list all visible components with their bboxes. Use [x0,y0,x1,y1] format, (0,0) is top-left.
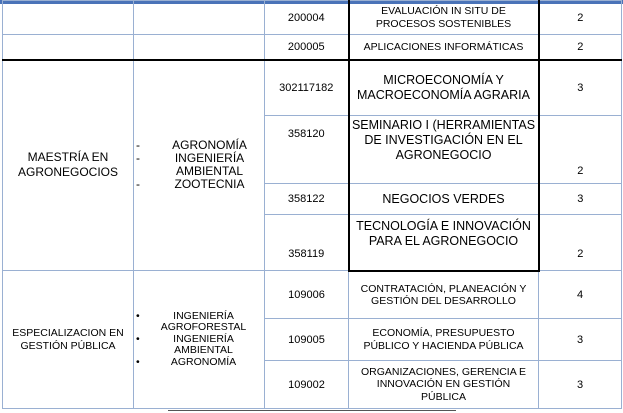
curriculum-table [2,0,622,409]
area-label: AGRONOMÍA [172,137,247,152]
bullet-marker: • [136,309,140,322]
program-name [3,60,134,271]
table-row [3,271,622,319]
course-code: 109002 [265,361,349,409]
dash-marker: - [136,151,140,166]
course-name-text: SEMINARIO I (HERRAMIENTAS DE INVESTIGACIÓN EN EL AGRONEGOCIO [351,118,536,162]
course-credits: 2 [539,1,622,35]
area-label: INGENIERÍA AMBIENTAL [173,332,234,357]
course-name [349,319,539,361]
course-name-text: TECNOLOGÍA E INNOVACIÓN PARA EL AGRONEGOCIO [356,219,531,248]
area-item [136,357,262,369]
areas-list [136,139,262,192]
course-name [349,361,539,409]
program-cell-empty [3,1,134,35]
program-name-text: MAESTRÍA EN AGRONEGOCIOS [17,150,118,180]
course-name: NEGOCIOS VERDES [349,184,539,215]
program-areas [134,271,265,409]
course-name [349,215,539,271]
dash-marker: - [136,137,140,152]
course-credits: 2 [539,116,622,184]
course-credits: 2 [539,35,622,60]
areas-list [136,311,262,369]
course-code: 109006 [265,271,349,319]
program-name [3,271,134,409]
program-cell-empty [3,35,134,60]
course-credits: 3 [539,361,622,409]
bullet-marker: • [136,355,140,368]
area-item [136,152,262,178]
course-name-text: CONTRATACIÓN, PLANEACIÓN Y GESTIÓN DEL DESARROLLO [360,282,527,307]
course-code: 358122 [265,184,349,215]
program-areas [134,60,265,271]
areas-cell-empty [134,35,265,60]
course-code: 358119 [265,215,349,271]
area-label: INGENIERÍA AMBIENTAL [174,151,245,179]
course-code: 200004 [265,1,349,35]
course-credits: 2 [539,215,622,271]
course-name [349,271,539,319]
course-credits: 3 [539,319,622,361]
course-name [349,116,539,184]
area-item [136,311,262,334]
table-row [3,1,622,35]
course-code: 302117182 [265,60,349,116]
course-name-text: EVALUACIÓN IN SITU DE PROCESOS SOSTENIBLES [375,5,512,30]
course-credits: 4 [539,271,622,319]
course-name-text: ECONOMÍA, PRESUPUESTO PÚBLICO Y HACIENDA PÚBLICA [363,327,524,352]
table-row [3,60,622,116]
course-credits: 3 [539,60,622,116]
course-credits: 3 [539,184,622,215]
area-label: ZOOTECNIA [174,177,245,192]
course-code: 358120 [265,116,349,184]
course-name-text: MICROECONOMÍA Y MACROECONOMÍA AGRARIA [357,72,530,102]
area-label: INGENIERÍA AGROFORESTAL [160,309,247,334]
course-name: APLICACIONES INFORMÁTICAS [349,35,539,60]
dash-marker: - [136,177,140,192]
area-item [136,334,262,357]
areas-cell-empty [134,1,265,35]
area-label: AGRONOMÍA [170,355,237,368]
course-code: 109005 [265,319,349,361]
program-name-text: ESPECIALIZACION EN GESTIÓN PÚBLICA [12,326,124,352]
area-item [136,178,262,191]
course-name-text: ORGANIZACIONES, GERENCIA E INNOVACIÓN EN GESTIÓN PÚBLICA [360,366,527,403]
course-name [349,1,539,35]
course-name [349,60,539,116]
page-bottom-rule [168,410,456,411]
course-code: 200005 [265,35,349,60]
bullet-marker: • [136,332,140,345]
table-row [3,35,622,60]
